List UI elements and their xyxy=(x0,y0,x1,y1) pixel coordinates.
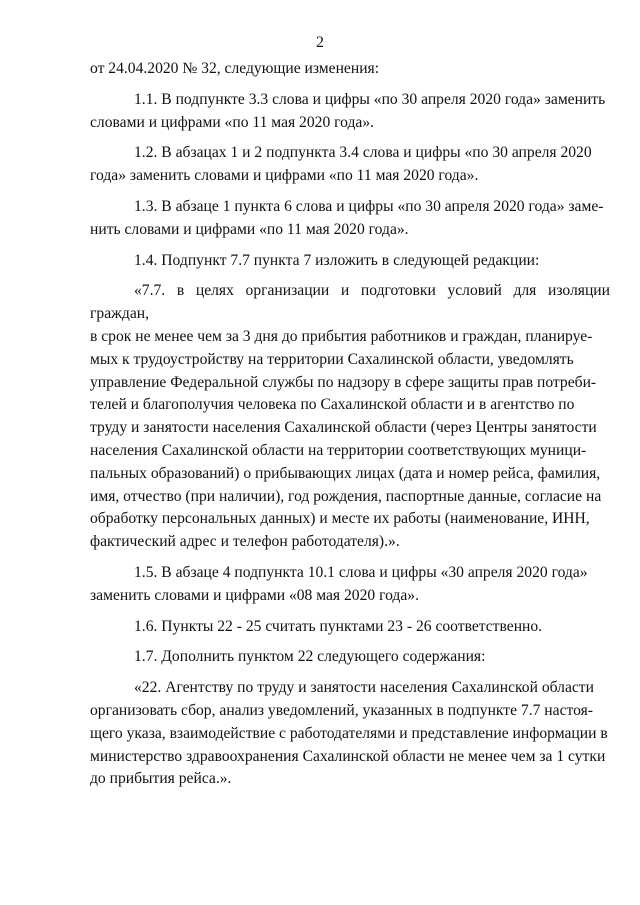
paragraph-quote-7-7 xyxy=(90,280,610,554)
paragraph-1-4 xyxy=(90,250,610,273)
text-line: 1.7. Дополнить пунктом 22 следующего содержания: xyxy=(134,648,486,666)
text-line: 1.5. В абзаце 4 подпункта 10.1 слова и цифры «30 апреля 2020 года» xyxy=(134,563,588,581)
text-line: 1.2. В абзацах 1 и 2 подпункта 3.4 слова и цифры «по 30 апреля 2020 xyxy=(134,144,592,162)
text-line: от 24.04.2020 № 32, следующие изменения: xyxy=(90,60,380,77)
text-line: обработку персональных данных) и месте их работы (наименование, ИНН, xyxy=(90,510,590,528)
text-line: заменить словами и цифрами «08 мая 2020 года». xyxy=(90,586,419,604)
text-line: 1.1. В подпункте 3.3 слова и цифры «по 30 апреля 2020 года» заменить xyxy=(134,90,606,108)
text-line: фактический адрес и телефон работодателя).». xyxy=(90,533,400,551)
text-line: министерство здравоохранения Сахалинской области не менее чем за 1 сутки xyxy=(90,747,606,765)
text-line: телей и благополучия человека по Сахалинской области и в агентство по xyxy=(90,396,575,414)
document-body xyxy=(90,58,610,791)
text-line: 1.4. Подпункт 7.7 пункта 7 изложить в следующей редакции: xyxy=(134,251,540,269)
text-line: труду и занятости населения Сахалинской области (через Центры занятости xyxy=(90,419,597,437)
text-line: населения Сахалинской области на территории соответствующих муници- xyxy=(90,441,587,459)
text-line: года» заменить словами и цифрами «по 11 мая 2020 года». xyxy=(90,167,479,185)
text-line: организовать сбор, анализ уведомлений, указанных в подпункте 7.7 настоя- xyxy=(90,701,593,719)
text-line: имя, отчество (при наличии), год рождения, паспортные данные, согласие на xyxy=(90,487,602,505)
paragraph-1-5 xyxy=(90,562,610,608)
page-number: 2 xyxy=(316,34,324,51)
text-line: словами и цифрами «по 11 мая 2020 года». xyxy=(90,113,375,131)
text-line: 1.6. Пункты 22 - 25 считать пунктами 23 - 26 соответственно. xyxy=(134,617,543,635)
text-line: пальных образований) о прибывающих лицах (дата и номер рейса, фамилия, xyxy=(90,464,601,482)
text-line: щего указа, взаимодействие с работодателями и представление информации в xyxy=(90,724,608,742)
paragraph-1-3 xyxy=(90,196,610,242)
text-line: «22. Агентству по труду и занятости населения Сахалинской области xyxy=(134,679,594,697)
text-line: управление Федеральной службы по надзору в сфере защиты прав потреби- xyxy=(90,373,597,391)
paragraph-1-1 xyxy=(90,89,610,135)
paragraph-1-6 xyxy=(90,616,610,639)
paragraph-intro xyxy=(90,58,610,81)
text-line: до прибытия рейса.». xyxy=(90,770,232,788)
paragraph-quote-22 xyxy=(90,677,610,791)
text-line: 1.3. В абзаце 1 пункта 6 слова и цифры «по 30 апреля 2020 года» заме- xyxy=(134,197,604,215)
text-line: нить словами и цифрами «по 11 мая 2020 года». xyxy=(90,220,409,238)
text-line: мых к трудоустройству на территории Сахалинской области, уведомлять xyxy=(90,350,574,368)
text-line: «7.7. в целях организации и подготовки условий для изоляции граждан, xyxy=(90,282,610,323)
paragraph-1-2 xyxy=(90,142,610,188)
text-line: в срок не менее чем за 3 дня до прибытия работников и граждан, планируе- xyxy=(90,327,593,345)
paragraph-1-7 xyxy=(90,646,610,669)
